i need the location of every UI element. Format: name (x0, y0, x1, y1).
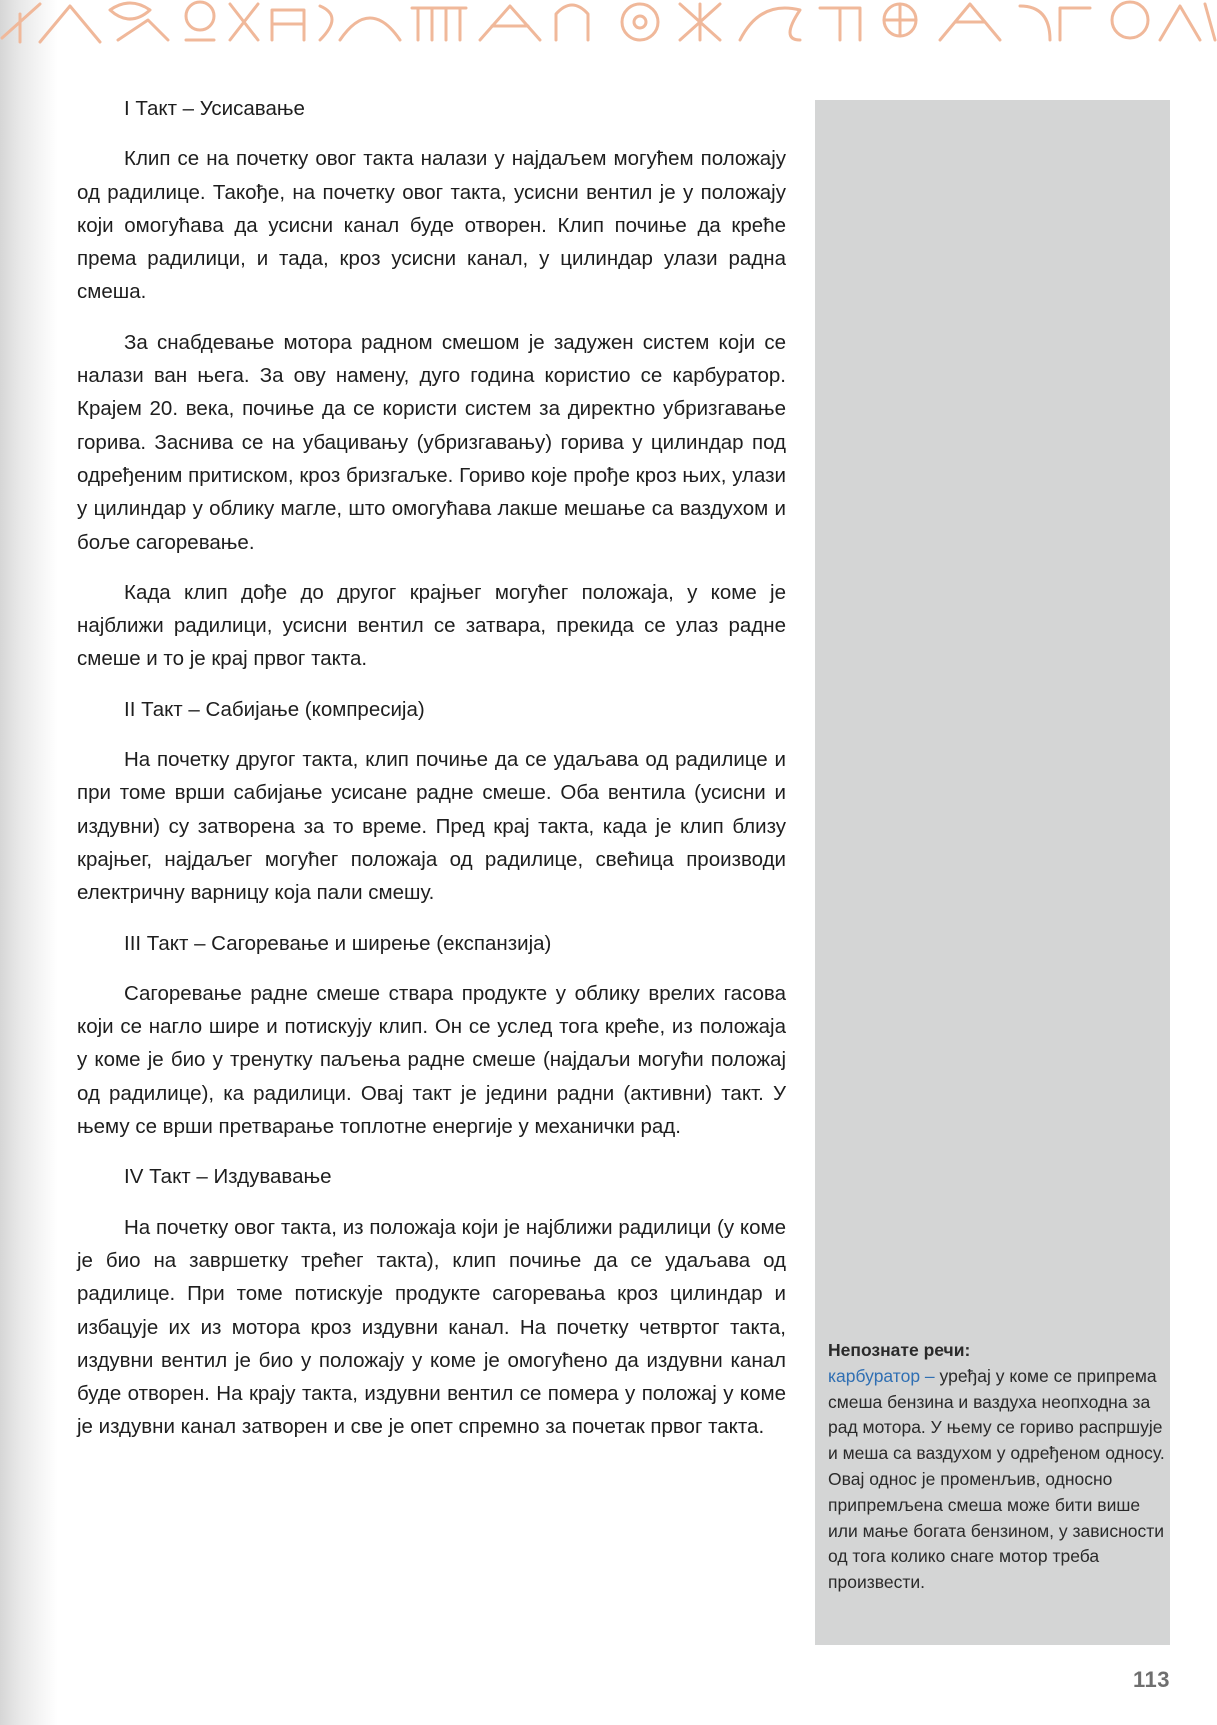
paragraph: Када клип дође до другог крајњег могућег положаја, у коме је најближи радилици, усисни вентил се затвара, прекида се улаз радне смеше и то је крај првог такта. (77, 580, 786, 671)
main-text-column (77, 92, 786, 1461)
glossary-box (828, 1338, 1168, 1596)
section-heading: II Такт – Сабијање (компресија) (124, 697, 425, 721)
section-heading: III Такт – Сагоревање и ширење (експанзија) (124, 931, 552, 955)
section-heading: IV Такт – Издувавање (124, 1165, 332, 1189)
glossary-title: Непознате речи: (828, 1340, 971, 1360)
page-number: 113 (1133, 1667, 1170, 1692)
paragraph: На почетку другог такта, клип почиње да се удаљава од радилице и при томе врши сабијање усисане радне смеше. Оба вентила (усисни и издувни) су затворена за то време. Пред крај такта, када је клип близу крајњег, најдаљег могућег положаја од радилице, свећица производи електричну варницу која пали смешу. (77, 748, 786, 905)
paragraph: На почетку овог такта, из положаја који је најближи радилици (у коме је био на завршетку трећег такта), клип почиње да се удаљава од радилице. При томе потискује продукте сагоревања кроз цилиндар и избацује их из мотора кроз издувни канал. На почетку четвртог такта, издувни вентил је био у положају у коме је омогућено да издувни канал буде отворен. На крају такта, издувни вентил се помера у положај у коме је издувни канал затворен и све је опет спремно за почетак првог такта. (77, 1215, 786, 1439)
paragraph: Сагоревање радне смеше ствара продукте у облику врелих гасова који се нагло шире и потискују клип. Он се услед тога креће, из положаја у коме је био у тренутку паљења радне смеше (најдаљи могући положај од радилице), ка радилици. Овај такт је једини радни (активни) такт. У њему се врши претварање топлотне енергије у механички рад. (77, 981, 786, 1139)
glossary-entry (828, 1364, 1168, 1596)
glossary-term: карбуратор – (828, 1365, 935, 1386)
decorative-header-ornament-icon (0, 0, 1217, 44)
page-binding-shadow (0, 0, 58, 1725)
paragraph: Клип се на почетку овог такта налази у најдаљем могућем положају од радилице. Такође, на почетку овог такта, усисни вентил је у положају који омогућава да усисни канал буде отворен. Клип почиње да креће према радилици, и тада, кроз усисни канал, у цилиндар улази радна смеша. (77, 147, 786, 304)
glossary-definition: уређај у коме се припрема смеша бензина и ваздуха неопходна за рад мотора. У њему се гориво распршује и меша са ваздухом у одређеном односу. Овај однос је променљив, односно припремљена смеша може бити више или мање богата бензином, у зависности од тога колико снаге мотор треба произвести. (828, 1365, 1165, 1593)
paragraph: За снабдевање мотора радном смешом је задужен систем који се налази ван њега. За ову намену, дуго година користио се карбуратор. Крајем 20. века, почиње да се користи систем за директно убризгавање горива. Заснива се на убацивању (убризгавању) горива у цилиндар под одређеним притиском, кроз бризгаљке. Гориво које прође кроз њих, улази у цилиндар у облику магле, што омогућава лакше мешање са ваздухом и боље сагоревање. (77, 330, 786, 554)
section-heading: I Такт – Усисавање (124, 97, 305, 120)
